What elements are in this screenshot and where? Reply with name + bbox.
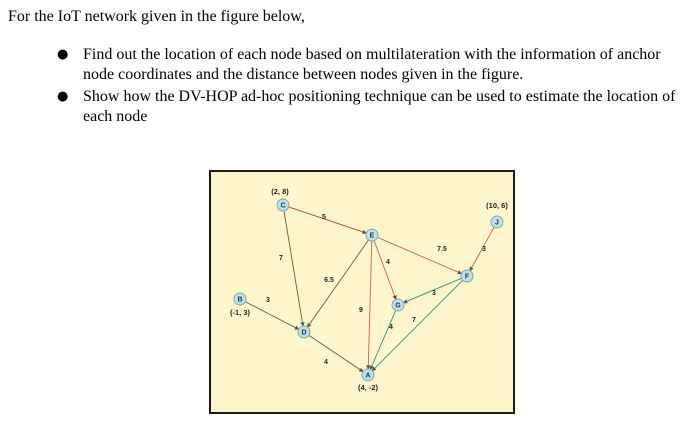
distance-label-d-a: 4 <box>324 359 328 366</box>
anchor-coordinate-label-j: (10, 6) <box>486 201 508 210</box>
edge-d-a <box>309 335 363 371</box>
node-d <box>298 326 310 338</box>
edge-c-e <box>289 207 367 233</box>
anchor-coordinate-label-c: (2, 8) <box>271 187 289 196</box>
distance-label-f-g: 3 <box>432 290 436 297</box>
node-f <box>461 270 473 282</box>
distance-label-g-a: 4 <box>389 324 393 331</box>
node-j <box>491 216 503 228</box>
node-g <box>392 299 404 311</box>
node-letter-b: B <box>237 296 243 304</box>
bullet-text: Show how the DV-HOP ad-hoc positioning technique can be used to estimate the location of each node <box>83 88 676 125</box>
node-letter-d: D <box>301 329 307 337</box>
distance-label-e-a: 9 <box>359 307 363 314</box>
anchor-coordinate-label-b: (-1, 3) <box>229 308 251 317</box>
bullet-item-dv-hop <box>0 87 700 127</box>
node-letter-c: C <box>280 202 286 210</box>
node-c <box>277 199 289 211</box>
distance-label-e-g: 4 <box>386 259 390 266</box>
edge-e-a <box>368 241 372 369</box>
distance-label-f-a: 7 <box>412 317 416 324</box>
distance-label-c-d: 7 <box>279 255 283 262</box>
edge-g-a <box>370 311 395 370</box>
distance-label-e-f: 7.5 <box>437 246 447 253</box>
question-bullet-list <box>0 45 700 129</box>
node-letter-j: J <box>495 219 499 227</box>
node-b <box>234 293 246 305</box>
distance-label-c-e: 5 <box>322 214 326 221</box>
edge-c-d <box>284 211 303 326</box>
edge-b-d <box>245 302 298 330</box>
edge-f-a <box>372 280 463 371</box>
anchor-coordinate-label-a: (4, -2) <box>357 383 379 392</box>
node-letter-f: F <box>464 273 470 281</box>
distance-label-b-d: 3 <box>266 297 270 304</box>
node-letter-e: E <box>369 232 375 240</box>
node-a <box>362 369 374 381</box>
iot-network-figure <box>209 170 515 414</box>
bullet-dot-icon: ● <box>57 47 69 62</box>
node-letter-a: A <box>365 372 371 380</box>
edge-e-g <box>374 241 396 300</box>
bullet-item-multilateration <box>0 45 700 85</box>
bullet-dot-icon: ● <box>57 89 69 104</box>
node-e <box>366 229 378 241</box>
edge-e-f <box>378 237 462 273</box>
distance-label-e-d: 6.5 <box>324 277 334 284</box>
network-diagram <box>211 172 513 412</box>
node-letter-g: G <box>395 302 401 310</box>
distance-label-j-f: 3 <box>482 246 486 253</box>
question-intro: For the IoT network given in the figure below, <box>8 8 305 25</box>
edge-e-d <box>307 240 368 327</box>
bullet-text: Find out the location of each node based on multilateration with the information of anchor node coordinates and the distance between nodes given in the figure. <box>83 46 661 83</box>
